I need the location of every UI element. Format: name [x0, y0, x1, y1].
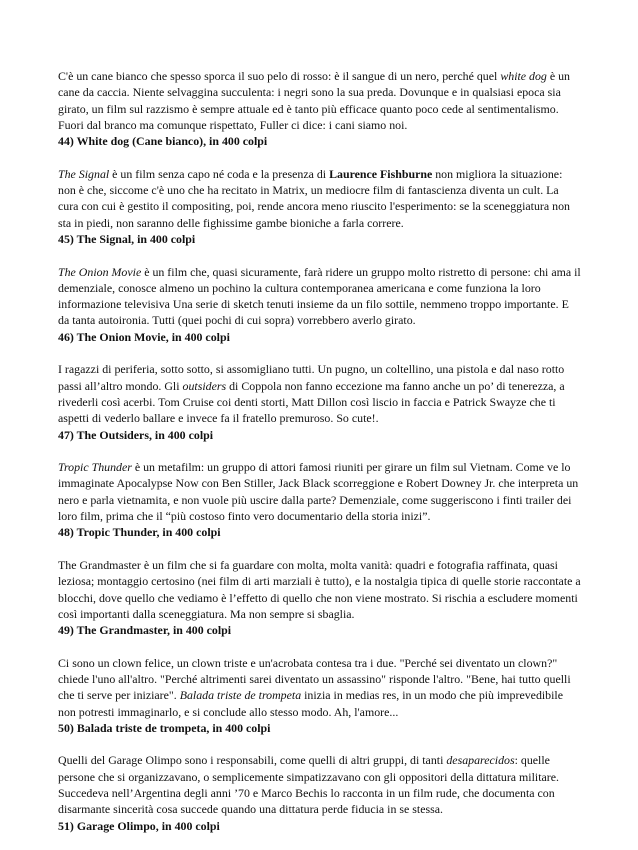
review-heading: 49) The Grandmaster, in 400 colpi: [58, 623, 232, 638]
review-44: [58, 68, 582, 149]
italic-text: Tropic Thunder: [58, 460, 132, 475]
body-text: è un film senza capo né coda e la presenza di: [109, 166, 330, 181]
review-text: [58, 68, 582, 133]
review-51: [58, 752, 582, 833]
italic-text: white dog: [500, 69, 547, 83]
body-text: I ragazzi di periferia, sotto sotto, si assomigliano tutti. Un pugno, un coltellino, una pistola e dal naso rotto passi all’altro mondo. Gli: [58, 362, 565, 393]
review-45: [58, 166, 582, 247]
body-text: inizia in medias res, in un modo che più imprevedibile non potresti immaginarlo, e si conclude allo stesso modo. Ah, l'amore...: [58, 688, 564, 719]
review-50: [58, 655, 582, 736]
body-text: è un film che, quasi sicuramente, farà ridere un gruppo molto ristretto di persone: chi ama il demenziale, conosce almeno un pochino la cultura contemporanea americana e come funziona la loro informazione televisiva Una serie di sketch tenuti insieme da un filo sottile, nemmeno troppo importante. E da tanta autoironia. Tutti (quei pochi di cui sopra) vorrebbero averlo girato.: [58, 264, 581, 328]
review-49: [58, 557, 582, 638]
italic-text: The Onion Movie: [58, 264, 142, 279]
body-text: : quelle persone che si organizzavano, o semplicemente simpatizzavano con gli oppositori della dittatura militare. Succedeva nell’Argentina degli anni ’70 e Marco Bechis lo racconta in un film rude, che documenta con disarmante sincerità cosa succede quando una dittatura perde fiducia in se stessa.: [58, 753, 560, 817]
review-text: [58, 459, 582, 524]
italic-text: outsiders: [182, 378, 227, 393]
review-heading: 44) White dog (Cane bianco), in 400 colpi: [58, 134, 268, 149]
review-text: [58, 655, 582, 720]
body-text: è un metafilm: un gruppo di attori famosi riuniti per girare un film sul Vietnam. Come ve lo immaginate Apocalypse Now con Ben Stiller, Jack Black scorreggione e Robert Downey Jr. che interpreta un nero e parla vietnamita, e non vuole più uscire dalla parte? Demenziale, come suggeriscono i finti trailer dei loro film, prima che il “più costoso finto vero documentario della storia inizi”.: [58, 460, 579, 524]
body-text: The Grandmaster è un film che si fa guardare con molta, molta vanità: quadri e fotografia raffinata, quasi leziosa; montaggio certosino (nei film di arti marziali è tutto), e la nostalgia tipica di quelle storie raccontate a blocchi, dove quello che vediamo è l’effetto di quello che non viene mostrato. Si rischia a escludere momenti così importanti dalla sceneggiatura. Ma non sempre si sbaglia.: [58, 557, 581, 621]
italic-text: Balada triste de trompeta: [179, 688, 302, 703]
review-46: [58, 264, 582, 345]
review-text: [58, 264, 582, 329]
body-text: Quelli del Garage Olimpo sono i responsabili, come quelli di altri gruppi, di tanti: [58, 753, 447, 768]
review-heading: 50) Balada triste de trompeta, in 400 colpi: [58, 720, 271, 735]
body-text: è un cane da caccia. Niente selvaggina succulenta: i negri sono la sua preda. Dovunque e in qualsiasi epoca sia girato, un film sul razzismo è sempre attuale ed è tanto più efficace quanto poco cede al sentimentalismo. Fuori dal branco ma comunque rispettato, Fuller ci dice: i cani siamo noi.: [58, 69, 571, 132]
review-heading: 48) Tropic Thunder, in 400 colpi: [58, 525, 221, 540]
review-text: [58, 361, 582, 426]
review-text: [58, 752, 582, 817]
italic-text: desaparecidos: [446, 753, 515, 768]
review-heading: 45) The Signal, in 400 colpi: [58, 231, 196, 246]
review-heading: 46) The Onion Movie, in 400 colpi: [58, 329, 230, 344]
body-text: C'è un cane bianco che spesso sporca il suo pelo di rosso: è il sangue di un nero, perché quel: [58, 69, 501, 83]
review-heading: 51) Garage Olimpo, in 400 colpi: [58, 818, 220, 833]
document-page: [58, 68, 582, 850]
review-48: [58, 459, 582, 540]
bold-text: Laurence Fishburne: [329, 166, 433, 181]
italic-text: The Signal: [58, 166, 110, 181]
body-text: di Coppola non fanno eccezione ma fanno anche un po’ di tenerezza, a rivederli così acerbi. Tom Cruise coi denti storti, Matt Dillon così liscio in faccia e Patrick Swayze che ti aspetti di vederlo ballare e invece fa il fratello premuroso. So cute!.: [58, 378, 565, 426]
body-text: Ci sono un clown felice, un clown triste e un'acrobata contesa tra i due. "Perché sei diventato un clown?" chiede l'uno all'altro. "Perché altrimenti sarei diventato un assassino" risponde l'altro. "Bene, hai tutto quelli che ti serve per iniziare".: [58, 655, 571, 703]
body-text: non migliora la situazione: non è che, siccome c'è uno che ha recitato in Matrix, un mediocre film di fantascienza diventa un cult. La cura con cui è gestito il compositing, poi, rende ancora meno riuscito l'esperimento: se la sceneggiatura non sta in piedi, non saranno delle fighissime gambe bioniche a farla correre.: [58, 166, 570, 230]
review-text: [58, 166, 582, 231]
review-47: [58, 361, 582, 442]
review-heading: 47) The Outsiders, in 400 colpi: [58, 427, 214, 442]
review-text: [58, 557, 582, 622]
